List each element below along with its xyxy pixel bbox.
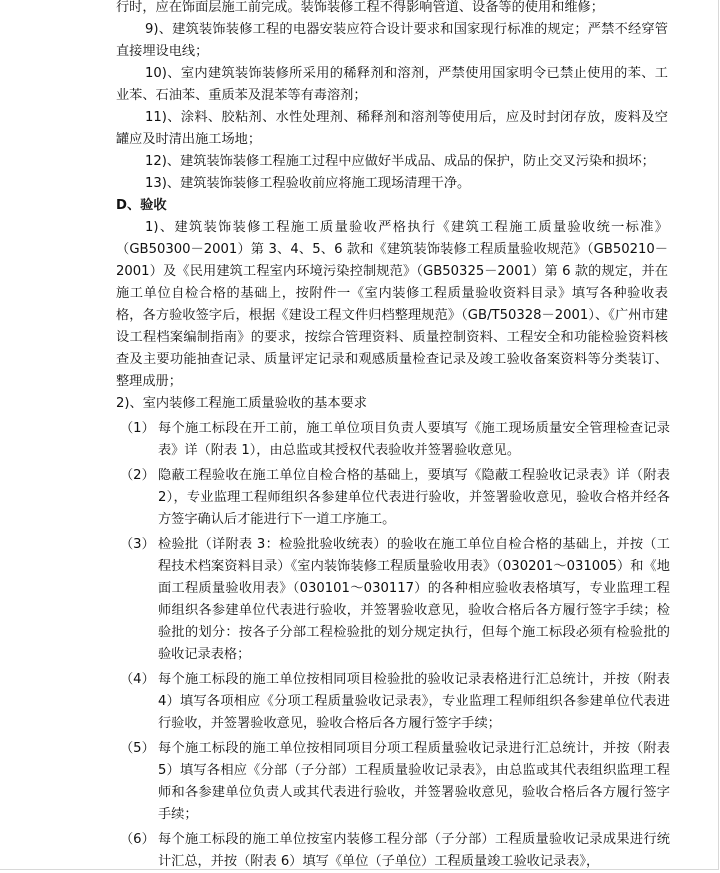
list-item-number: （2） [120, 468, 155, 483]
list-item [0, 669, 720, 735]
list-item-number: （1） [120, 421, 155, 436]
list-item [0, 738, 720, 826]
list-item-text: 隐蔽工程验收在施工单位自检合格的基础上，要填写《隐蔽工程验收记录表》详（附表 2），专业监理工程师组织各参建单位代表进行验收，并签署验收意见，验收合格并经各方签字确认后才能进行下一道工序施工。 [158, 468, 670, 527]
paragraph-12: 12)、建筑装饰装修工程施工过程中应做好半成品、成品的保护，防止交叉污染和损坏； [145, 154, 655, 169]
paragraph-9: 9)、建筑装饰装修工程的电器安装应符合设计要求和国家现行标准的规定；严禁不经穿管直接埋设电线； [116, 22, 668, 59]
list-item-number: （5） [120, 741, 155, 756]
list-item-number: （6） [120, 832, 155, 847]
list-item-text: 每个施工标段在开工前，施工单位项目负责人要填写《施工现场质量安全管理检查记录表》详（附表 1），由总监或其授权代表验收并签署验收意见。 [158, 421, 670, 458]
paragraph-continuation: 行时，应在饰面层施工前完成。装饰装修工程不得影响管道、设备等的使用和维修； [116, 0, 604, 15]
paragraph-11: 11)、涂料、胶粘剂、水性处理剂、稀释剂和溶剂等使用后，应及时封闭存放，废料及空罐应及时清出施工场地； [116, 110, 668, 147]
acceptance-paragraph-1: 1)、建筑装饰装修工程施工质量验收严格执行《建筑工程施工质量验收统一标准》（GB50300－2001）第 3、4、5、6 款和《建筑装饰装修工程质量验收规范》（GB50210－2001）及《民用建筑工程室内环境污染控制规范》（GB50325－2001）第 6 款的规定，并在施工单位自检合格的基础上，按附件一《室内装修工程质量验收资料目录》填写各种验收表格，各方验收签字后，根据《建设工程文件归档整理规范》（GB/T50328－2001）、《广州市建设工程档案编制指南》的要求，按综合管理资料、质量控制资料、工程安全和功能检验资料核查及主要功能抽查记录、质量评定记录和观感质量检查记录及竣工验收备案资料等分类装订、整理成册； [116, 220, 668, 389]
section-heading-acceptance: D、验收 [116, 198, 167, 213]
list-item-text: 每个施工标段的施工单位按室内装修工程分部（子分部）工程质量验收记录成果进行统计汇总，并按（附表 6）填写《单位（子单位）工程质量竣工验收记录表》， [158, 832, 670, 869]
list-item-text: 检验批（详附表 3：检验批验收统表）的验收在施工单位自检合格的基础上，并按（工程技术档案资料目录）《室内装饰装修工程质量验收用表》（030201～031005）和《地面工程质量验收用表》（030101～030117）的各种相应验收表格填写，专业监理工程师组织各参建单位代表进行验收，并签署验收意见，验收合格后各方履行签字手续；检验批的划分：按各子分部工程检验批的划分规定执行，但每个施工标段必须有检验批的验收记录表格； [158, 537, 670, 662]
paragraph-13: 13)、建筑装饰装修工程验收前应将施工现场清理干净。 [145, 176, 471, 191]
acceptance-paragraph-2: 2)、室内装修工程施工质量验收的基本要求 [116, 396, 367, 411]
list-item-text: 每个施工标段的施工单位按相同项目分项工程质量验收记录进行汇总统计，并按（附表 5）填写各相应《分部（子分部）工程质量验收记录表》，由总监或其代表组织监理工程师和各参建单位负责人或其代表进行验收，并签署验收意见，验收合格后各方履行签字手续； [158, 741, 670, 822]
list-item-number: （4） [120, 672, 155, 687]
list-item-number: （3） [120, 537, 155, 552]
list-item [0, 534, 720, 666]
list-item [0, 829, 720, 873]
list-item-text: 每个施工标段的施工单位按相同项目检验批的验收记录表格进行汇总统计，并按（附表 4）填写各项相应《分项工程质量验收记录表》，专业监理工程师组织各参建单位代表进行验收，并签署验收意见，验收合格后各方履行签字手续； [158, 672, 670, 731]
paragraph-10: 10)、室内建筑装饰装修所采用的稀释剂和溶剂，严禁使用国家明令已禁止使用的苯、工业苯、石油苯、重质苯及混苯等有毒溶剂； [116, 66, 668, 103]
list-item [0, 465, 720, 531]
list-item [0, 418, 720, 462]
